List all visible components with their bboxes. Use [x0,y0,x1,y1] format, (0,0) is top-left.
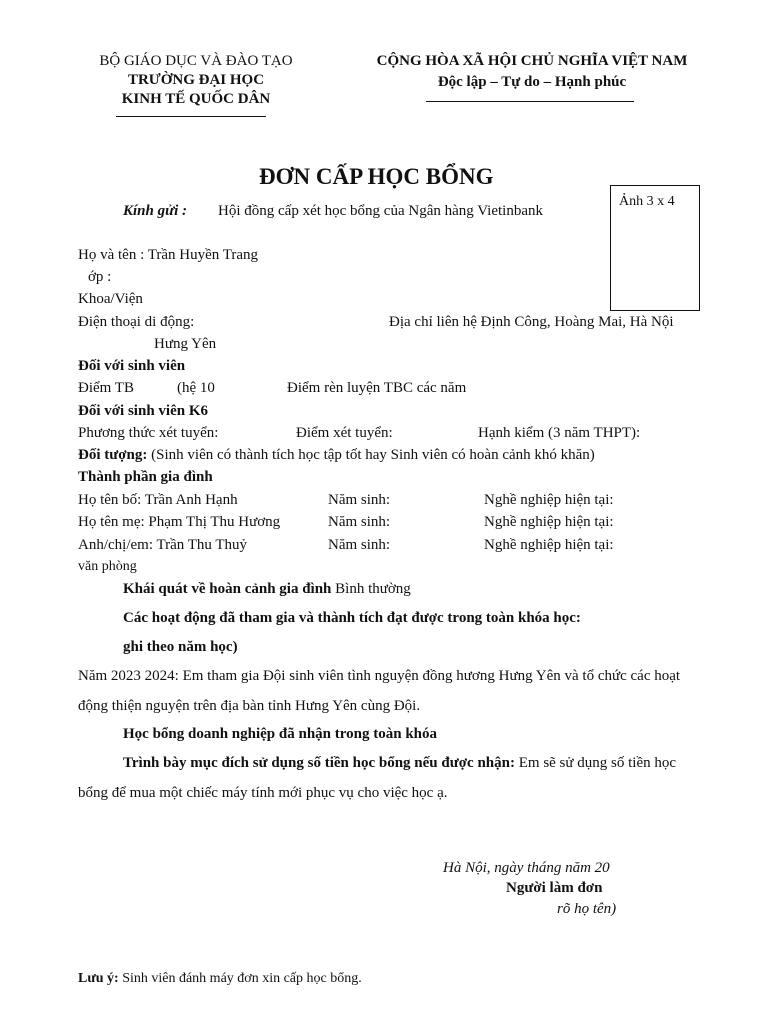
section-student-heading: Đối với sinh viên [78,358,186,374]
field-gpa-scale: (hệ 10 [177,380,215,396]
field-gpa: Điểm TB [78,380,134,396]
photo-placeholder [610,185,700,311]
form-title: ĐƠN CẤP HỌC BỔNG [259,164,494,189]
field-admission-score: Điểm xét tuyển: [296,425,393,441]
recipient-value: Hội đồng cấp xét học bổng của Ngân hàng Vietinbank [218,203,543,219]
recipient-label: Kính gửi : [123,203,188,219]
field-highschool-conduct: Hạnh kiểm (3 năm THPT): [478,425,641,441]
family-sibling-job: Nghề nghiệp hiện tại: [484,537,614,553]
activities-body: Năm 2023 2024: Em tham gia Đội sinh viên tình nguyện đồng hương Hưng Yên và tổ chức các hoạt động thiện nguyện trên địa bàn tỉnh Hưng Yên cùng Đội. [78,668,681,714]
header-left-rule [116,116,266,117]
purpose-value: Em sẽ sử dụng số tiền học bổng để mua một chiếc máy tính mới phục vụ cho việc học ạ. [78,755,677,801]
field-hometown: Hưng Yên [154,336,217,352]
family-sibling-birth: Năm sinh: [328,537,391,553]
school-name-line1: TRƯỜNG ĐẠI HỌC [127,72,265,88]
target-value: (Sinh viên có thành tích học tập tốt hay Sinh viên có hoàn cảnh khó khăn) [147,447,595,463]
family-mother-job: Nghề nghiệp hiện tại: [484,514,614,530]
family-mother-birth: Năm sinh: [328,514,391,530]
signature-place-date: Hà Nội, ngày tháng năm 20 [443,860,610,876]
field-admission-method: Phương thức xét tuyển: [78,425,219,441]
field-faculty: Khoa/Viện [78,291,143,307]
signature-signer-label: Người làm đơn [506,880,603,896]
family-father-name: Họ tên bố: Trần Anh Hạnh [78,492,238,508]
circumstances-value: Bình thường [331,581,411,597]
purpose-paragraph [78,748,700,808]
activities-heading: Các hoạt động đã tham gia và thành tích đạt được trong toàn khóa học: [123,610,581,626]
header-right-rule [426,101,634,102]
family-overflow-text: văn phòng [78,559,137,574]
family-father-job: Nghề nghiệp hiện tại: [484,492,614,508]
activities-heading-cont: ghi theo năm học) [123,639,238,655]
signature-hint: rõ họ tên) [557,901,617,917]
field-full-name: Họ và tên : Trần Huyền Trang [78,247,259,263]
field-class: ớp : [88,269,112,285]
section-family-heading: Thành phần gia đình [78,469,213,485]
target-label: Đối tượng: [78,447,148,463]
family-sibling-name: Anh/chị/em: Trần Thu Thuỷ [78,537,248,553]
field-address: Địa chỉ liên hệ Định Công, Hoàng Mai, Hà Nội [389,314,674,330]
family-mother-name: Họ tên mẹ: Phạm Thị Thu Hương [78,514,281,530]
field-target [78,446,595,464]
republic-name: CỘNG HÒA XÃ HỘI CHỦ NGHĨA VIỆT NAM [376,53,688,69]
field-circumstances [123,580,411,598]
purpose-label: Trình bày mục đích sử dụng số tiền học bổng nếu được nhận: [123,755,515,771]
note-value: Sinh viên đánh máy đơn xin cấp học bổng. [118,971,362,986]
field-phone: Điện thoại di động: [78,314,195,330]
ministry-name: BỘ GIÁO DỤC VÀ ĐÀO TẠO [99,53,293,69]
field-conduct-score: Điểm rèn luyện TBC các năm [287,380,467,396]
note-label: Lưu ý: [78,971,119,986]
business-scholarship-heading: Học bổng doanh nghiệp đã nhận trong toàn khóa [123,726,438,742]
school-name-line2: KINH TẾ QUỐC DÂN [121,91,271,107]
section-k6-heading: Đối với sinh viên K6 [78,403,208,419]
family-father-birth: Năm sinh: [328,492,391,508]
circumstances-label: Khái quát về hoàn cảnh gia đình [123,581,332,597]
footer-note [78,970,362,988]
photo-label: Ảnh 3 x 4 [619,194,675,209]
national-motto: Độc lập – Tự do – Hạnh phúc [437,74,627,90]
